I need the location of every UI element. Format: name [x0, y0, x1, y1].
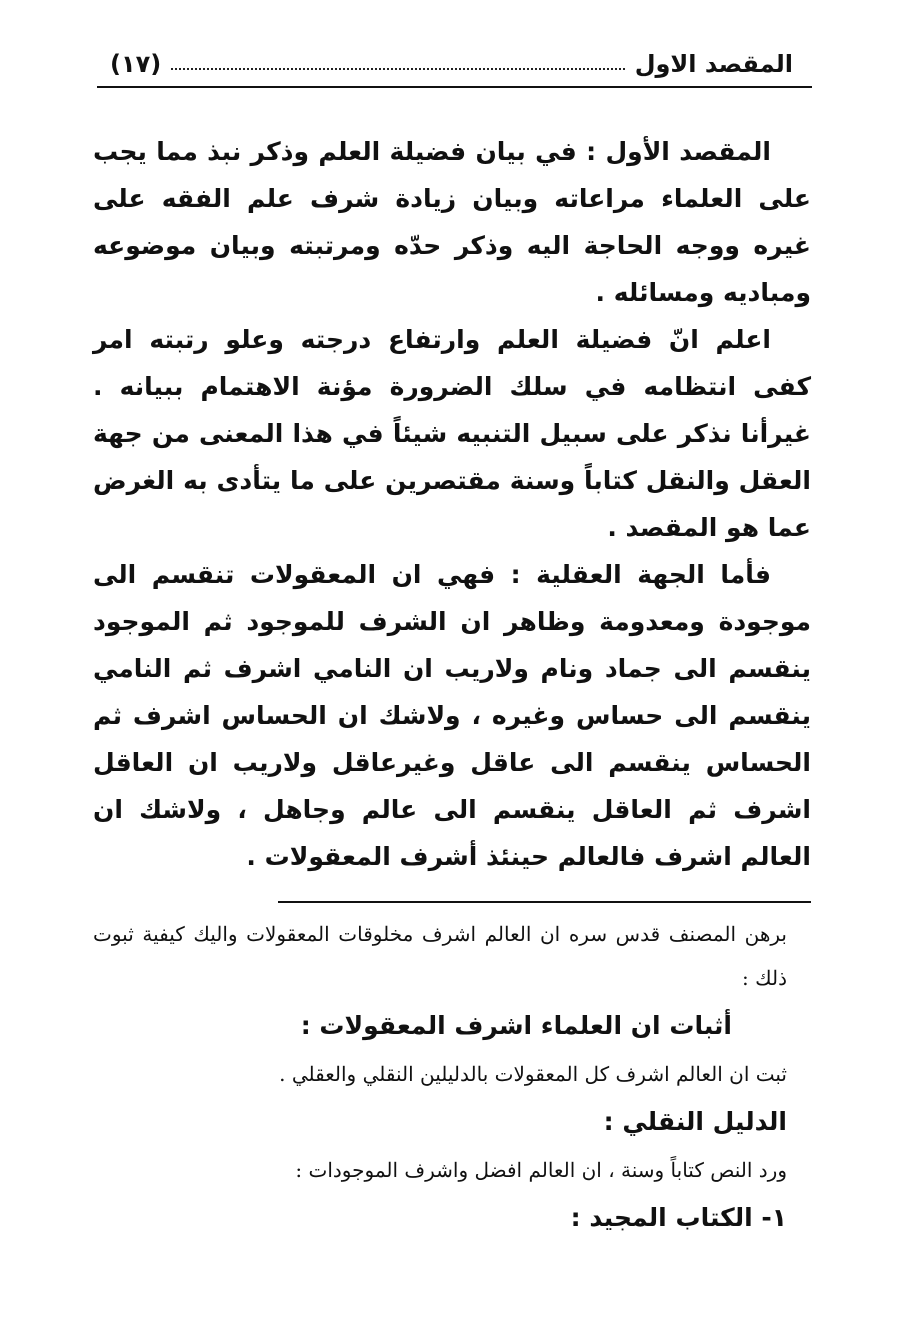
paragraph-1: المقصد الأول : في بيان فضيلة العلم وذكر نبذ مما يجب على العلماء مراعاته وبيان زيادة شرف علم الفقه على غيره ووجه الحاجة اليه وذكر حدّه ومرتبته وبيان موضوعه ومباديه ومسائله .	[93, 137, 811, 307]
footnote-text-1: ثبت ان العالم اشرف كل المعقولات بالدليلين النقلي والعقلي .	[279, 1062, 787, 1086]
leader-dots	[171, 68, 624, 70]
page-number: (١٧)	[110, 50, 162, 78]
header-divider	[97, 86, 812, 88]
paragraph-3: فأما الجهة العقلية : فهي ان المعقولات تنقسم الى موجودة ومعدومة وظاهر ان الشرف للموجود ثم الموجود ينقسم الى جماد ونام ولاريب ان النامي اشرف ثم النامي ينقسم الى حساس وغيره ، ولاشك ان الحساس اشرف ثم الحساس ينقسم الى عاقل وغيرعاقل ولاريب ان العاقل اشرف ثم العاقل ينقسم الى عالم وجاهل ، ولاشك ان العالم اشرف فالعالم حينئذ أشرف المعقولات .	[93, 560, 811, 871]
footnote-divider	[278, 901, 811, 903]
footnote-text-2: ورد النص كتاباً وسنة ، ان العالم افضل واشرف الموجودات :	[295, 1158, 787, 1182]
main-body-text	[93, 128, 811, 880]
footnote-intro: برهن المصنف قدس سره ان العالم اشرف مخلوقات المعقولات واليك كيفية ثبوت ذلك :	[93, 922, 787, 990]
footnote-heading-2: الدليل النقلي :	[603, 1107, 787, 1136]
chapter-title: المقصد الاول	[634, 50, 793, 78]
footnote-heading-3: ١- الكتاب المجيد :	[570, 1203, 787, 1232]
footnotes-section	[93, 912, 787, 1244]
paragraph-2: اعلم انّ فضيلة العلم وارتفاع درجته وعلو رتبته امر كفى انتظامه في سلك الضرورة مؤنة الاهتمام ببيانه . غيرأنا نذكر على سبيل التنبيه شيئاً في هذا المعنى من جهة العقل والنقل كتاباً وسنة مقتصرين على ما يتأدى به الغرض عما هو المقصد .	[93, 325, 811, 542]
footnote-heading-1: أثبات ان العلماء اشرف المعقولات :	[300, 1011, 732, 1040]
running-header	[110, 44, 793, 84]
